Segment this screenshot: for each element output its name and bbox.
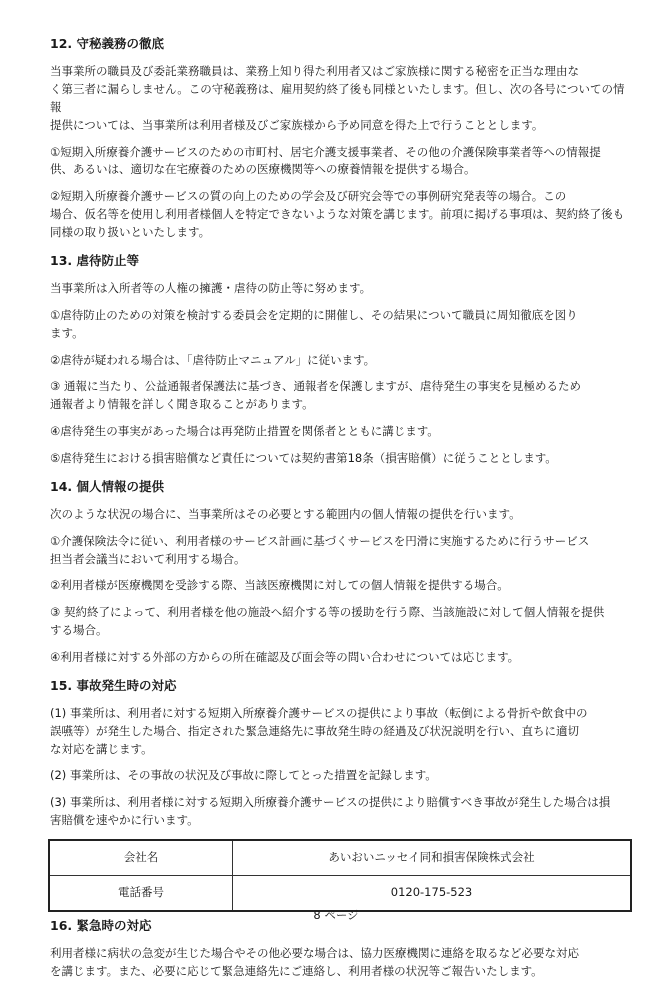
section-heading: 15. 事故発生時の対応	[50, 677, 177, 693]
paragraph: ①虐待防止のための対策を検討する委員会を定期的に開催し、その結果について職員に周知徹底を図り ます。	[50, 307, 578, 340]
paragraph: ②利用者様が医療機関を受診する際、当該医療機関に対しての個人情報を提供する場合。	[50, 578, 509, 593]
section-heading: 14. 個人情報の提供	[50, 478, 164, 494]
section-heading: 13. 虐待防止等	[50, 252, 139, 268]
paragraph: ②虐待が疑われる場合は、「虐待防止マニュアル」に従います。	[50, 352, 376, 367]
paragraph: ②短期入所療養介護サービスの質の向上のための学会及び研究会等での事例研究発表等の場合。この 場合、仮名等を使用し利用者様個人を特定できないような対策を講じます。前項に掲げる事項は、契約終了後も 同様の取り扱いといたします。	[50, 189, 625, 239]
paragraph: 利用者様に病状の急変が生じた場合やその他必要な場合は、協力医療機関に連絡を取るなど必要な対応 を講じます。また、必要に応じて緊急連絡先にご連絡し、利用者様の状況等ご報告いたします。	[50, 946, 579, 979]
table-row	[49, 875, 631, 911]
section-emergency-response	[50, 916, 635, 981]
paragraph: ③ 通報に当たり、公益通報者保護法に基づき、通報者を保護しますが、虐待発生の事実を見極めるため 通報者より情報を詳しく聞き取ることがあります。	[50, 379, 581, 412]
paragraph: (2) 事業所は、その事故の状況及び事故に際してとった措置を記録します。	[50, 768, 437, 783]
paragraph: (3) 事業所は、利用者様に対する短期入所療養介護サービスの提供により賠償すべき事故が発生した場合は損 害賠償を速やかに行います。	[50, 795, 611, 828]
table-value-cell: あいおいニッセイ同和損害保険株式会社	[233, 840, 632, 876]
page-number: 8 ページ	[313, 908, 359, 922]
section-heading: 12. 守秘義務の徹底	[50, 36, 164, 51]
paragraph: ④虐待発生の事実があった場合は再発防止措置を関係者とともに講じます。	[50, 423, 439, 438]
document-page	[50, 34, 635, 990]
section-personal-info	[50, 477, 635, 667]
paragraph: (1) 事業所は、利用者に対する短期入所療養介護サービスの提供により事故（転倒による骨折や飲食中の 誤嚥等）が発生した場合、指定された緊急連絡先に事故発生時の経過及び状況説明を行い、直ちに適切 な対応を講じます。	[50, 706, 588, 756]
table-row	[49, 840, 631, 876]
table-label-cell: 会社名	[49, 840, 233, 876]
table-label-cell: 電話番号	[49, 875, 233, 911]
paragraph: 当事業所は入所者等の人権の擁護・虐待の防止等に努めます。	[50, 281, 372, 296]
paragraph: 次のような状況の場合に、当事業所はその必要とする範囲内の個人情報の提供を行います。	[50, 506, 521, 521]
section-heading: 16. 緊急時の対応	[50, 917, 152, 933]
paragraph: 当事業所の職員及び委託業務職員は、業務上知り得た利用者又はご家族様に関する秘密を正当な理由な く第三者に漏らしません。この守秘義務は、雇用契約終了後も同様といたします。但し、次の各号についての情報 提供については、当事業所は利用者様及びご家族様から予め同意を得た上で行うこととします。	[50, 64, 625, 132]
paragraph: ④利用者様に対する外部の方からの所在確認及び面会等の問い合わせについては応じます。	[50, 649, 520, 664]
table-value-cell: 0120-175-523	[233, 875, 632, 911]
section-confidentiality	[50, 34, 635, 242]
paragraph: ①短期入所療養介護サービスのための市町村、居宅介護支援事業者、その他の介護保険事業者等への情報提 供、あるいは、適切な在宅療養のための医療機関等への療養情報を提供する場合。	[50, 144, 601, 177]
section-abuse-prevention	[50, 251, 635, 468]
paragraph: ①介護保険法令に従い、利用者様のサービス計画に基づくサービスを円滑に実施するために行うサービス 担当者会議当において利用する場合。	[50, 533, 590, 566]
insurance-table	[48, 839, 632, 912]
paragraph: ⑤虐待発生における損害賠償など責任については契約書第18条（損害賠償）に従うこととします。	[50, 450, 557, 465]
paragraph: ③ 契約終了によって、利用者様を他の施設へ紹介する等の援助を行う際、当該施設に対して個人情報を提供 する場合。	[50, 605, 605, 637]
section-accident-response	[50, 676, 635, 912]
